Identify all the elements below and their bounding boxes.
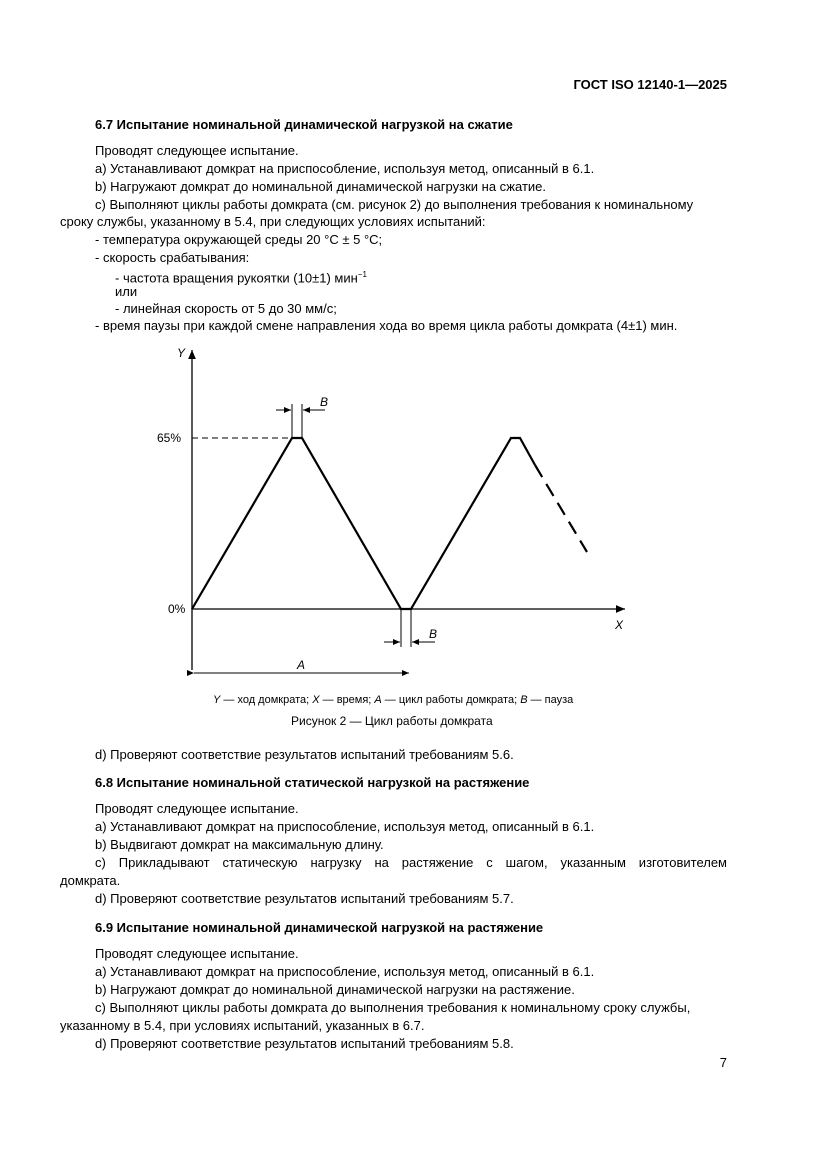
legend-x-text: — время;: [319, 694, 375, 706]
s67-condition-speed: - скорость срабатывания:: [95, 250, 250, 265]
cycle-continuation-dashed: [535, 465, 587, 552]
s69-intro: Проводят следующее испытание.: [95, 946, 299, 961]
cycle-profile-line: [192, 438, 535, 609]
section-6-7-title: 6.7 Испытание номинальной динамической нагрузкой на сжатие: [95, 117, 513, 132]
legend-x: X: [312, 694, 320, 706]
s67-item-c-line1: с) Выполняют циклы работы домкрата (см. рисунок 2) до выполнения требования к номинальному: [95, 197, 694, 212]
s68-item-c-line1: с) Прикладывают статическую нагрузку на растяжение с шагом, указанным изготовителем: [95, 855, 727, 870]
s67-rotation-exp: −1: [357, 270, 367, 279]
legend-y: Y: [213, 694, 221, 706]
pause-bottom-label: B: [429, 627, 438, 641]
s68-item-c-line2: домкрата.: [60, 873, 121, 888]
x-axis-label: X: [615, 618, 624, 632]
s67-item-a: а) Устанавливают домкрат на приспособление, используя метод, описанный в 6.1.: [95, 161, 595, 176]
s67-intro: Проводят следующее испытание.: [95, 143, 299, 158]
s69-item-c-line2: указанному в 5.4, при условиях испытаний, указанных в 6.7.: [60, 1018, 425, 1033]
s68-intro: Проводят следующее испытание.: [95, 801, 299, 816]
s67-condition-linear: - линейная скорость от 5 до 30 мм/с;: [115, 301, 337, 316]
s69-item-d: d) Проверяют соответствие результатов испытаний требованиям 5.8.: [95, 1036, 514, 1051]
s67-item-b: b) Нагружают домкрат до номинальной динамической нагрузки на сжатие.: [95, 179, 547, 194]
document-header: ГОСТ ISO 12140-1—2025: [573, 77, 727, 92]
y-tick-65: 65%: [157, 431, 182, 445]
legend-b-text: — пауза: [527, 694, 574, 706]
section-6-8-title: 6.8 Испытание номинальной статической нагрузкой на растяжение: [95, 775, 530, 790]
figure-caption: Рисунок 2 — Цикл работы домкрата: [291, 714, 493, 728]
s69-item-b: b) Нагружают домкрат до номинальной динамической нагрузки на растяжение.: [95, 982, 575, 997]
s67-item-d: d) Проверяют соответствие результатов испытаний требованиям 5.6.: [95, 747, 514, 762]
s67-condition-or: или: [115, 284, 138, 299]
legend-a: A: [374, 694, 382, 706]
s67-condition-pause: - время паузы при каждой смене направления хода во время цикла работы домкрата (4±1) мин.: [95, 318, 678, 333]
s69-item-a: а) Устанавливают домкрат на приспособление, используя метод, описанный в 6.1.: [95, 964, 595, 979]
legend-y-text: — ход домкрата;: [220, 694, 313, 706]
y-tick-0: 0%: [168, 602, 186, 616]
s67-rotation-text: - частота вращения рукоятки (10±1) мин: [115, 270, 358, 286]
cycle-a-label: A: [297, 658, 306, 672]
y-axis-label: Y: [177, 346, 186, 360]
s67-condition-temp: - температура окружающей среды 20 °С ± 5 °С;: [95, 232, 383, 247]
s69-item-c-line1: с) Выполняют циклы работы домкрата до выполнения требования к номинальному сроку службы,: [95, 1000, 691, 1015]
section-6-9-title: 6.9 Испытание номинальной динамической нагрузкой на растяжение: [95, 920, 544, 935]
jack-cycle-figure: [150, 340, 650, 690]
legend-a-text: — цикл работы домкрата;: [381, 694, 521, 706]
legend-b: B: [520, 694, 528, 706]
s67-condition-rotation: [115, 266, 367, 286]
page-number: 7: [719, 1055, 727, 1070]
s68-item-b: b) Выдвигают домкрат на максимальную длину.: [95, 837, 384, 852]
s68-item-a: а) Устанавливают домкрат на приспособление, используя метод, описанный в 6.1.: [95, 819, 595, 834]
s68-item-d: d) Проверяют соответствие результатов испытаний требованиям 5.7.: [95, 891, 514, 906]
s67-item-c-line2: сроку службы, указанному в 5.4, при следующих условиях испытаний:: [60, 214, 486, 229]
pause-top-label: B: [320, 395, 329, 409]
figure-legend: [213, 694, 573, 706]
